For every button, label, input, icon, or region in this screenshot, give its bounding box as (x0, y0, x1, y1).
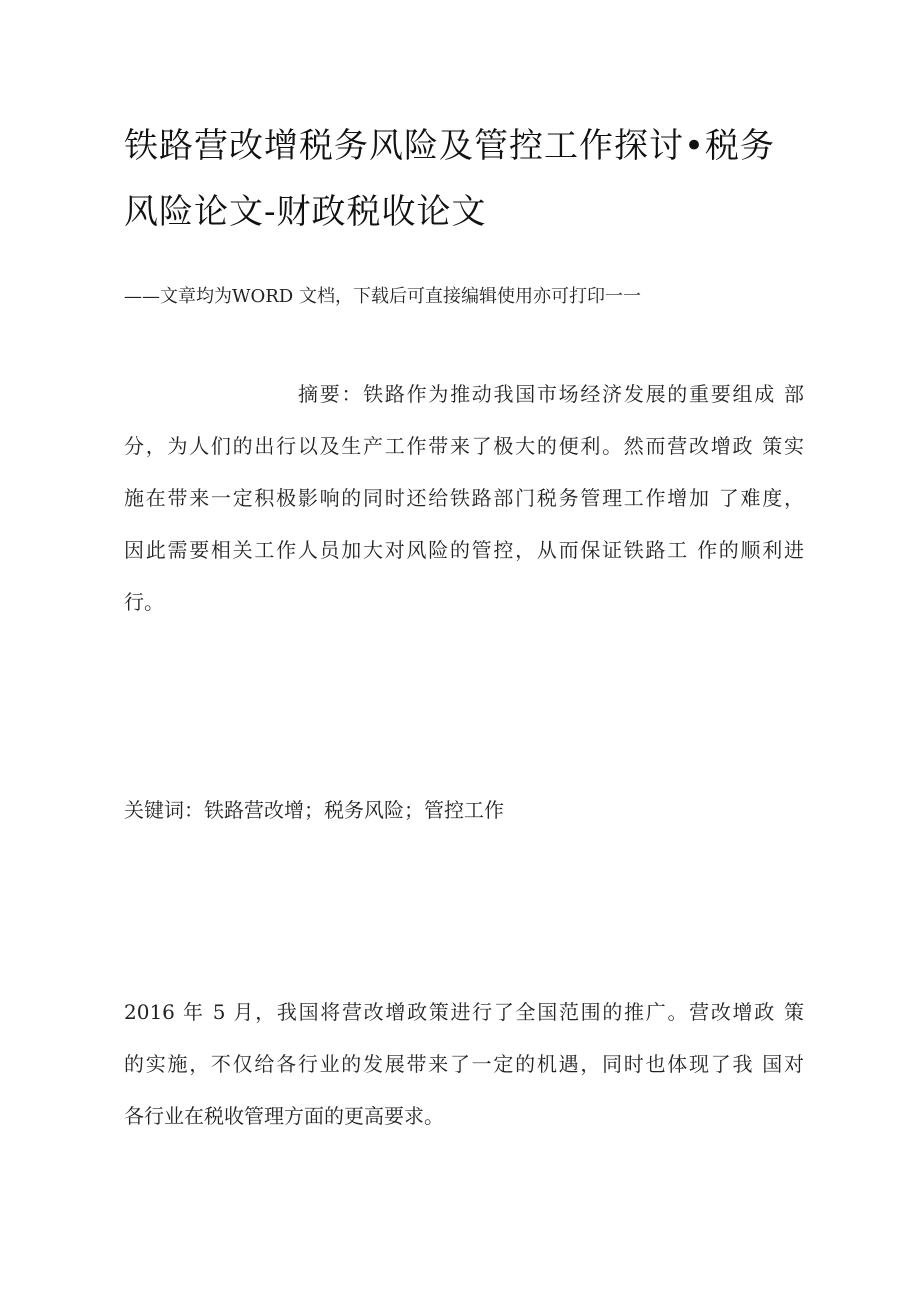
document-title-line-1: 铁路营改增税务风险及管控工作探讨•税务 (124, 126, 776, 166)
document-title-line-2: 风险论文-财政税收论文 (124, 192, 487, 232)
abstract-line: 行。 (124, 590, 164, 614)
paragraph-line: 2016 年 5 月，我国将营改增政策进行了全国范围的推广。营改增政 策 (124, 1000, 804, 1024)
abstract-line: 施在带来一定积极影响的同时还给铁路部门税务管理工作增加 了难度， (124, 486, 804, 510)
document-subtitle: ——文章均为WORD 文档，下载后可直接编辑使用亦可打印一一 (124, 286, 641, 307)
abstract-line: 摘要：铁路作为推动我国市场经济发展的重要组成 部 (298, 382, 804, 406)
abstract-line: 因此需要相关工作人员加大对风险的管控，从而保证铁路工 作的顺利进 (124, 538, 804, 562)
abstract-line: 分，为人们的出行以及生产工作带来了极大的便利。然而营改增政 策实 (124, 434, 804, 458)
paragraph-line: 各行业在税收管理方面的更高要求。 (124, 1104, 444, 1128)
paragraph-line: 的实施，不仅给各行业的发展带来了一定的机遇，同时也体现了我 国对 (124, 1052, 804, 1076)
keywords-line: 关键词：铁路营改增；税务风险；管控工作 (124, 798, 504, 822)
